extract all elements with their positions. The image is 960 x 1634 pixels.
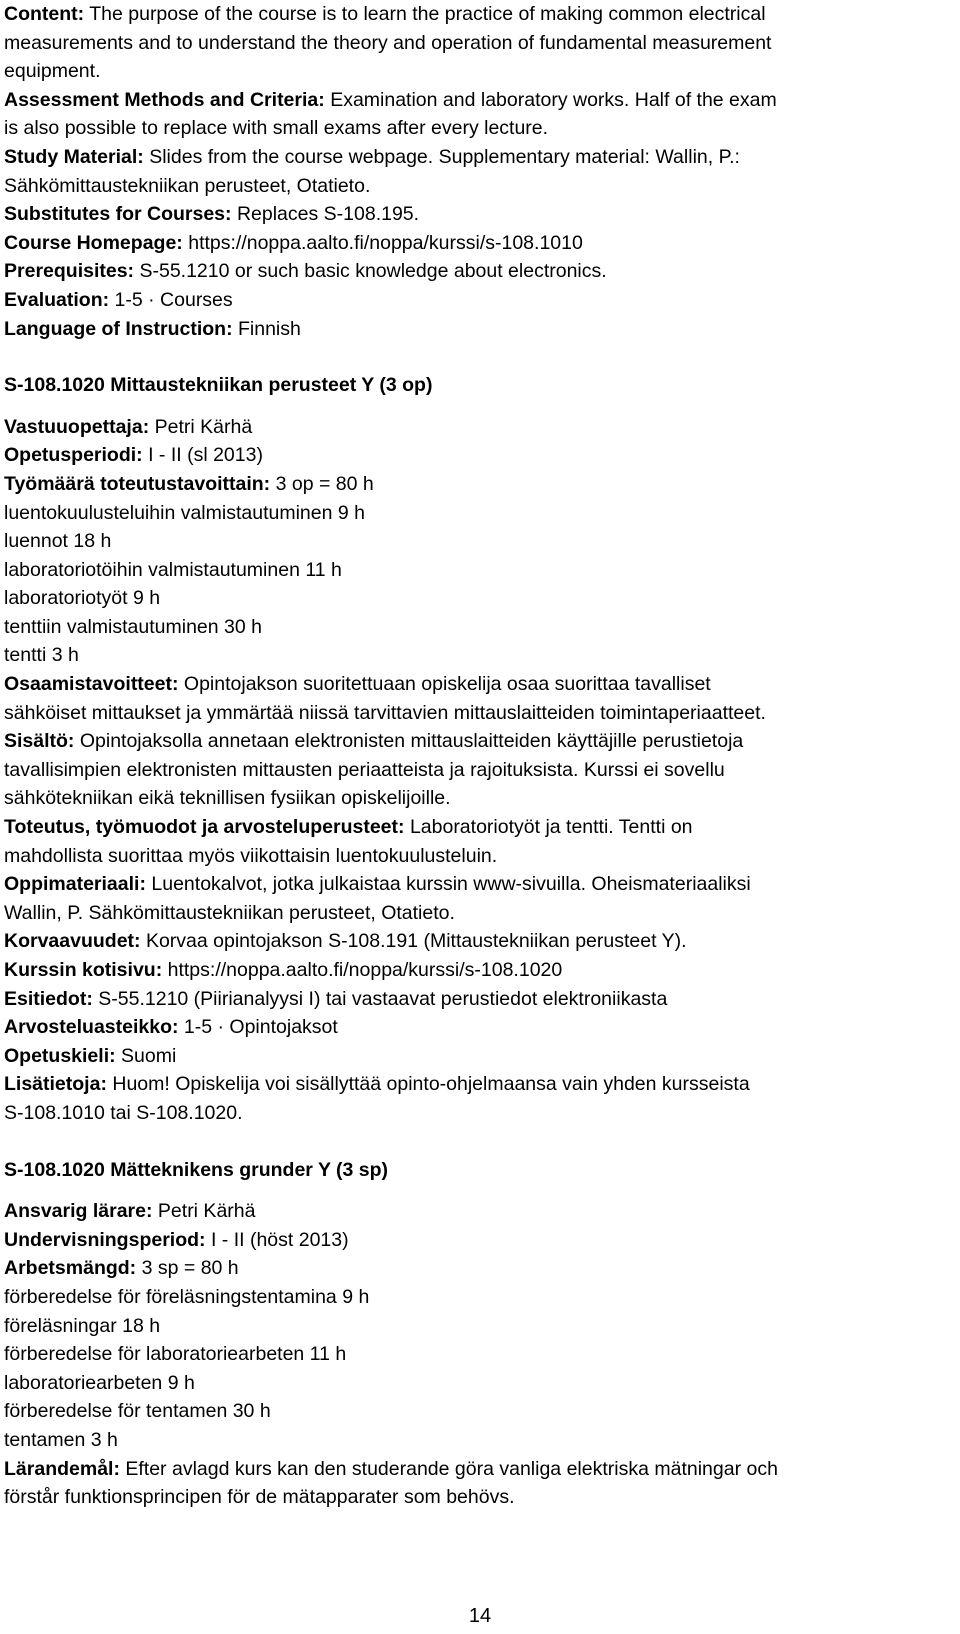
fi-workload-item: laboratoriotöihin valmistautuminen 11 h bbox=[4, 558, 342, 581]
language-line bbox=[4, 315, 956, 344]
sv-workload-item: förberedelse för föreläsningstentamina 9 h bbox=[4, 1285, 370, 1308]
document-page bbox=[4, 0, 956, 1512]
language-text: Finnish bbox=[238, 317, 301, 340]
sv-workload-item: laboratoriearbeten 9 h bbox=[4, 1371, 195, 1394]
homepage-label: Course Homepage: bbox=[4, 231, 183, 254]
fi-language-label: Opetuskieli: bbox=[4, 1044, 116, 1067]
sv-goals-text: Efter avlagd kurs kan den studerande göra vanliga elektriska mätningar och bbox=[125, 1457, 778, 1480]
study-material-line-1 bbox=[4, 143, 956, 172]
fi-goals-line-1 bbox=[4, 670, 956, 699]
fi-period-line bbox=[4, 441, 956, 470]
fi-period-text: I - II (sl 2013) bbox=[148, 444, 263, 467]
fi-prerequisites-line bbox=[4, 985, 956, 1014]
fi-info-line-1 bbox=[4, 1070, 956, 1099]
english-section bbox=[4, 0, 956, 343]
evaluation-label: Evaluation: bbox=[4, 288, 110, 311]
homepage-link[interactable]: https://noppa.aalto.fi/noppa/kurssi/s-108.1010 bbox=[188, 231, 583, 254]
fi-substitutes-text: Korvaa opintojakson S-108.191 (Mittaustekniikan perusteet Y). bbox=[145, 930, 687, 953]
sv-period-text: I - II (höst 2013) bbox=[210, 1228, 349, 1251]
fi-material-label: Oppimateriaali: bbox=[4, 873, 146, 896]
fi-grading-line bbox=[4, 1013, 956, 1042]
fi-prerequisites-label: Esitiedot: bbox=[4, 987, 93, 1010]
title-spacer bbox=[4, 400, 956, 413]
fi-workload-item: luentokuulusteluihin valmistautuminen 9 h bbox=[4, 501, 365, 524]
sv-goals-label: Lärandemål: bbox=[4, 1457, 120, 1480]
sv-goals-line-1 bbox=[4, 1455, 956, 1484]
evaluation-text: 1-5 · Courses bbox=[114, 288, 233, 311]
evaluation-line bbox=[4, 286, 956, 315]
fi-implementation-text: Laboratoriotyöt ja tentti. Tentti on bbox=[409, 816, 693, 839]
fi-content-line-1 bbox=[4, 727, 956, 756]
language-label: Language of Instruction: bbox=[4, 317, 233, 340]
fi-teacher-label: Vastuuopettaja: bbox=[4, 415, 150, 438]
fi-implementation-line-2: mahdollista suorittaa myös viikottaisin luentokuulusteluin. bbox=[4, 844, 498, 867]
sv-teacher-text: Petri Kärhä bbox=[157, 1200, 256, 1223]
sv-period-label: Undervisningsperiod: bbox=[4, 1228, 206, 1251]
fi-grading-text: 1-5 · Opintojaksot bbox=[183, 1016, 338, 1039]
sv-workload-item: föreläsningar 18 h bbox=[4, 1314, 161, 1337]
sv-workload-item: tentamen 3 h bbox=[4, 1428, 118, 1451]
fi-content-line-3: sähkötekniikan eikä teknillisen fysiikan opiskelijoille. bbox=[4, 787, 451, 810]
fi-implementation-line-1 bbox=[4, 813, 956, 842]
fi-teacher-line bbox=[4, 413, 956, 442]
sv-workload-line bbox=[4, 1254, 956, 1283]
fi-grading-label: Arvosteluasteikko: bbox=[4, 1016, 179, 1039]
sv-goals-line-2: förstår funktionsprincipen för de mätapparater som behövs. bbox=[4, 1486, 515, 1509]
section-spacer bbox=[4, 343, 956, 371]
content-line-3: equipment. bbox=[4, 60, 101, 83]
fi-period-label: Opetusperiodi: bbox=[4, 444, 143, 467]
fi-goals-label: Osaamistavoitteet: bbox=[4, 673, 179, 696]
prerequisites-label: Prerequisites: bbox=[4, 260, 135, 283]
fi-teacher-text: Petri Kärhä bbox=[154, 415, 253, 438]
assessment-line-2: is also possible to replace with small exams after every lecture. bbox=[4, 117, 549, 140]
sv-teacher-label: Ansvarig lärare: bbox=[4, 1200, 153, 1223]
assessment-line-1 bbox=[4, 86, 956, 115]
sv-workload-item: förberedelse för laboratoriearbeten 11 h bbox=[4, 1343, 347, 1366]
prerequisites-line bbox=[4, 257, 956, 286]
fi-language-text: Suomi bbox=[121, 1044, 177, 1067]
fi-substitutes-label: Korvaavuudet: bbox=[4, 930, 141, 953]
fi-prerequisites-text: S-55.1210 (Piirianalyysi I) tai vastaavat perustiedot elektroniikasta bbox=[98, 987, 668, 1010]
fi-goals-text: Opintojakson suoritettuaan opiskelija osaa suorittaa tavalliset bbox=[183, 673, 711, 696]
fi-language-line bbox=[4, 1042, 956, 1071]
title-spacer bbox=[4, 1184, 956, 1197]
fi-substitutes-line bbox=[4, 927, 956, 956]
sv-teacher-line bbox=[4, 1197, 956, 1226]
section-spacer bbox=[4, 1128, 956, 1156]
study-material-label: Study Material: bbox=[4, 145, 144, 168]
fi-goals-line-2: sähköiset mittaukset ja ymmärtää niissä tarvittavien mittauslaitteiden toimintaperiaatteet. bbox=[4, 701, 766, 724]
sv-period-line bbox=[4, 1226, 956, 1255]
fi-workload-line bbox=[4, 470, 956, 499]
finnish-course-title: S-108.1020 Mittaustekniikan perusteet Y (3 op) bbox=[4, 374, 433, 397]
fi-content-line-2: tavallisimpien elektronisten mittausten periaatteista ja rajoituksista. Kurssi ei sovellu bbox=[4, 758, 725, 781]
study-material-line-2: Sähkömittaustekniikan perusteet, Otatieto. bbox=[4, 174, 371, 197]
study-material-text: Slides from the course webpage. Supplementary material: Wallin, P.: bbox=[149, 145, 740, 168]
prerequisites-text: S-55.1210 or such basic knowledge about electronics. bbox=[139, 260, 607, 283]
finnish-section bbox=[4, 371, 956, 1127]
fi-info-label: Lisätietoja: bbox=[4, 1073, 107, 1096]
fi-content-text: Opintojaksolla annetaan elektronisten mittauslaitteiden käyttäjille perustietoja bbox=[79, 730, 744, 753]
fi-info-line-2: S-108.1010 tai S-108.1020. bbox=[4, 1101, 243, 1124]
sv-workload-label: Arbetsmängd: bbox=[4, 1257, 137, 1280]
substitutes-label: Substitutes for Courses: bbox=[4, 203, 232, 226]
substitutes-text: Replaces S-108.195. bbox=[236, 203, 420, 226]
page-number: 14 bbox=[468, 1605, 492, 1627]
sv-workload-text: 3 sp = 80 h bbox=[141, 1257, 239, 1280]
content-line-1 bbox=[4, 0, 956, 29]
fi-homepage-link[interactable]: https://noppa.aalto.fi/noppa/kurssi/s-108.1020 bbox=[167, 959, 563, 981]
content-line-2: measurements and to understand the theory and operation of fundamental measurement bbox=[4, 31, 772, 54]
swedish-section bbox=[4, 1156, 956, 1512]
fi-workload-item: laboratoriotyöt 9 h bbox=[4, 587, 161, 610]
assessment-label: Assessment Methods and Criteria: bbox=[4, 88, 325, 111]
sv-workload-item: förberedelse för tentamen 30 h bbox=[4, 1400, 271, 1423]
fi-homepage-label: Kurssin kotisivu: bbox=[4, 959, 163, 981]
fi-workload-item: tenttiin valmistautuminen 30 h bbox=[4, 615, 262, 638]
swedish-course-title: S-108.1020 Mätteknikens grunder Y (3 sp) bbox=[4, 1158, 389, 1181]
fi-material-line-2: Wallin, P. Sähkömittaustekniikan perusteet, Otatieto. bbox=[4, 901, 455, 924]
fi-info-text: Huom! Opiskelija voi sisällyttää opinto-ohjelmaansa vain yhden kursseista bbox=[112, 1073, 750, 1096]
substitutes-line bbox=[4, 200, 956, 229]
content-text: The purpose of the course is to learn the practice of making common electrical bbox=[89, 3, 766, 25]
fi-workload-item: luennot 18 h bbox=[4, 530, 112, 553]
fi-workload-text: 3 op = 80 h bbox=[275, 472, 374, 495]
content-label: Content: bbox=[4, 3, 85, 25]
homepage-line bbox=[4, 229, 956, 258]
assessment-text: Examination and laboratory works. Half of the exam bbox=[330, 88, 777, 111]
fi-material-text: Luentokalvot, jotka julkaistaa kurssin www-sivuilla. Oheismateriaaliksi bbox=[151, 873, 751, 896]
fi-material-line-1 bbox=[4, 870, 956, 899]
fi-workload-label: Työmäärä toteutustavoittain: bbox=[4, 472, 271, 495]
fi-implementation-label: Toteutus, työmuodot ja arvosteluperusteet: bbox=[4, 816, 405, 839]
fi-homepage-line bbox=[4, 956, 956, 985]
fi-content-label: Sisältö: bbox=[4, 730, 75, 753]
fi-workload-item: tentti 3 h bbox=[4, 644, 79, 667]
